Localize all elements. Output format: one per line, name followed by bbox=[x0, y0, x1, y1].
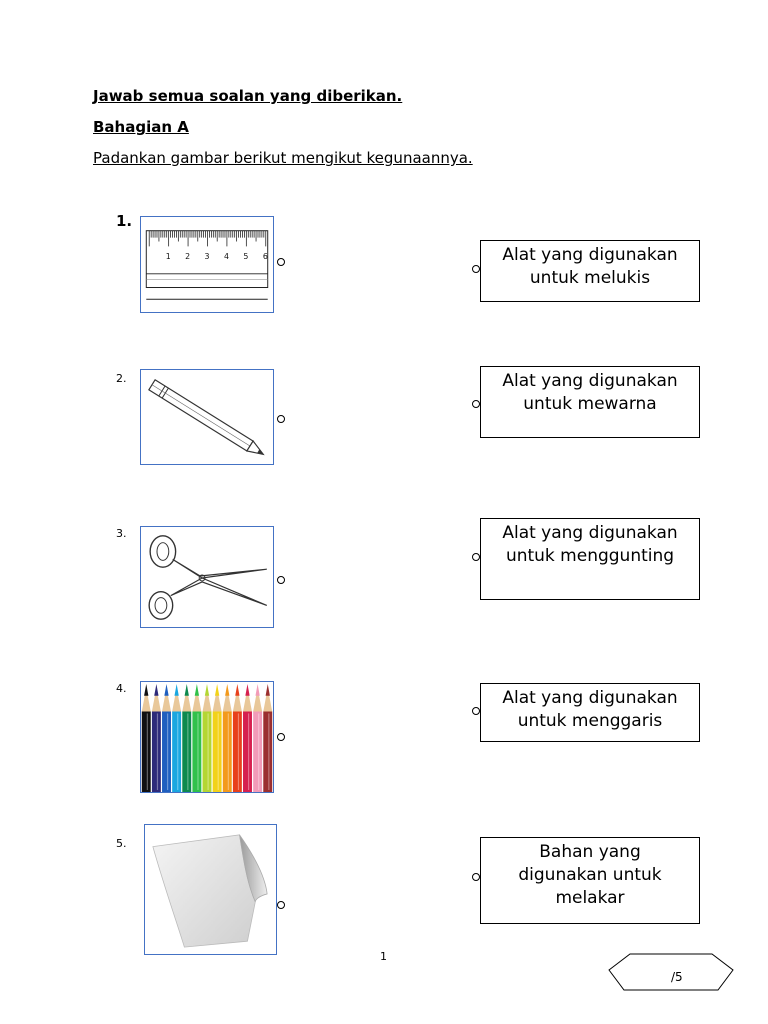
connector-dot-left-1[interactable] bbox=[277, 258, 285, 266]
answer-5-line-3: melakar bbox=[555, 888, 625, 908]
answer-box-3[interactable] bbox=[480, 518, 700, 600]
connector-dot-left-4[interactable] bbox=[277, 733, 285, 741]
connector-dot-right-5[interactable] bbox=[472, 873, 480, 881]
paper-icon bbox=[145, 825, 276, 954]
colour-pencil bbox=[223, 684, 232, 792]
answer-5-line-2: digunakan untuk bbox=[518, 865, 662, 885]
colour-pencil bbox=[182, 684, 191, 792]
ruler-number: 2 bbox=[185, 252, 191, 262]
colour-pencil bbox=[243, 684, 252, 792]
page-number: 1 bbox=[380, 950, 387, 963]
answer-box-4[interactable] bbox=[480, 683, 700, 742]
question-number-4: 4. bbox=[116, 682, 127, 695]
colour-pencil bbox=[162, 684, 171, 792]
answer-4-line-1: Alat yang digunakan bbox=[502, 688, 678, 708]
connector-dot-right-1[interactable] bbox=[472, 265, 480, 273]
question-number-1: 1. bbox=[116, 212, 133, 230]
answer-4-line-2: untuk menggaris bbox=[517, 711, 663, 731]
colour-pencil bbox=[233, 684, 242, 792]
connector-dot-right-2[interactable] bbox=[472, 400, 480, 408]
connector-dot-left-5[interactable] bbox=[277, 901, 285, 909]
question-number-3: 3. bbox=[116, 527, 127, 540]
paper-image bbox=[144, 824, 277, 955]
colour-pencil bbox=[203, 684, 212, 792]
answer-3-line-1: Alat yang digunakan bbox=[502, 523, 678, 543]
connector-dot-left-2[interactable] bbox=[277, 415, 285, 423]
question-number-2: 2. bbox=[116, 372, 127, 385]
instruction-sub: Padankan gambar berikut mengikut kegunaannya. bbox=[93, 149, 473, 167]
colour-pencils-image bbox=[140, 681, 274, 793]
colour-pencil bbox=[172, 684, 181, 792]
colour-pencil bbox=[263, 684, 272, 792]
colour-pencil bbox=[142, 684, 151, 792]
pencil-icon bbox=[141, 370, 273, 464]
answer-1-line-2: untuk melukis bbox=[529, 268, 651, 288]
ruler-number: 6 bbox=[262, 252, 268, 262]
ruler-number: 1 bbox=[165, 252, 171, 262]
instruction-main: Jawab semua soalan yang diberikan. bbox=[93, 87, 403, 105]
ruler-number: 3 bbox=[204, 252, 210, 262]
colour-pencil bbox=[213, 684, 222, 792]
answer-box-1[interactable] bbox=[480, 240, 700, 302]
ruler-number: 5 bbox=[243, 252, 249, 262]
ruler-number: 4 bbox=[223, 252, 229, 262]
scissors-image bbox=[140, 526, 274, 628]
score-total: /5 bbox=[671, 970, 683, 984]
ruler-image bbox=[140, 216, 274, 313]
section-title: Bahagian A bbox=[93, 118, 189, 136]
colour-pencil bbox=[253, 684, 262, 792]
ruler-icon bbox=[141, 217, 273, 312]
answer-2-line-2: untuk mewarna bbox=[523, 394, 657, 414]
answer-1-line-1: Alat yang digunakan bbox=[502, 245, 678, 265]
pencil-image bbox=[140, 369, 274, 465]
answer-3-line-2: untuk menggunting bbox=[505, 546, 675, 566]
question-number-5: 5. bbox=[116, 837, 127, 850]
colour-pencil bbox=[152, 684, 161, 792]
answer-5-line-1: Bahan yang bbox=[539, 842, 641, 862]
connector-dot-right-4[interactable] bbox=[472, 707, 480, 715]
connector-dot-left-3[interactable] bbox=[277, 576, 285, 584]
answer-box-2[interactable] bbox=[480, 366, 700, 438]
scissors-icon bbox=[141, 527, 273, 627]
answer-2-line-1: Alat yang digunakan bbox=[502, 371, 678, 391]
connector-dot-right-3[interactable] bbox=[472, 553, 480, 561]
answer-box-5[interactable] bbox=[480, 837, 700, 924]
colour-pencils-icon bbox=[141, 682, 273, 792]
colour-pencil bbox=[192, 684, 201, 792]
